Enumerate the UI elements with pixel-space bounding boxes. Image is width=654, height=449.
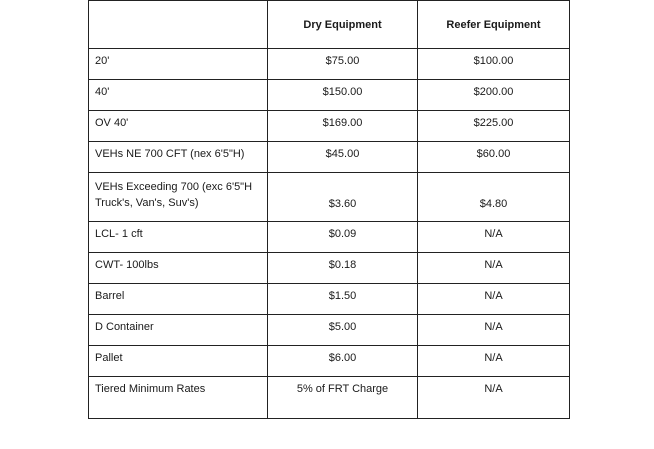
reefer-rate: N/A [418, 222, 570, 253]
table-row [89, 49, 570, 80]
row-label: CWT- 100lbs [89, 253, 268, 284]
table-row [89, 142, 570, 173]
header-row [89, 1, 570, 49]
dry-rate: $150.00 [268, 80, 418, 111]
header-cell-empty [89, 1, 268, 49]
dry-rate: $0.18 [268, 253, 418, 284]
reefer-rate: $60.00 [418, 142, 570, 173]
table-row [89, 253, 570, 284]
row-label: OV 40' [89, 111, 268, 142]
dry-rate: $169.00 [268, 111, 418, 142]
table-row [89, 111, 570, 142]
rates-table [88, 0, 570, 419]
reefer-rate: N/A [418, 377, 570, 419]
reefer-rate: N/A [418, 253, 570, 284]
row-label: VEHs Exceeding 700 (exc 6'5"H Truck's, Van's, Suv's) [89, 173, 268, 222]
table-row [89, 284, 570, 315]
row-label: Pallet [89, 346, 268, 377]
table-row [89, 315, 570, 346]
table-row [89, 80, 570, 111]
header-dry-equipment: Dry Equipment [268, 1, 418, 49]
row-label: Barrel [89, 284, 268, 315]
row-label: 20' [89, 49, 268, 80]
dry-rate: $6.00 [268, 346, 418, 377]
dry-rate: 5% of FRT Charge [268, 377, 418, 419]
row-label: 40' [89, 80, 268, 111]
dry-rate: $45.00 [268, 142, 418, 173]
row-label: LCL- 1 cft [89, 222, 268, 253]
dry-rate: $0.09 [268, 222, 418, 253]
reefer-rate: N/A [418, 284, 570, 315]
dry-rate: $75.00 [268, 49, 418, 80]
table-row [89, 346, 570, 377]
dry-rate: $1.50 [268, 284, 418, 315]
dry-rate: $5.00 [268, 315, 418, 346]
table-row [89, 173, 570, 222]
dry-rate: $3.60 [268, 173, 418, 222]
row-label: VEHs NE 700 CFT (nex 6'5"H) [89, 142, 268, 173]
table-row [89, 377, 570, 419]
reefer-rate: $200.00 [418, 80, 570, 111]
reefer-rate: $225.00 [418, 111, 570, 142]
row-label: Tiered Minimum Rates [89, 377, 268, 419]
reefer-rate: N/A [418, 346, 570, 377]
row-label: D Container [89, 315, 268, 346]
reefer-rate: N/A [418, 315, 570, 346]
reefer-rate: $4.80 [418, 173, 570, 222]
table-row [89, 222, 570, 253]
reefer-rate: $100.00 [418, 49, 570, 80]
header-reefer-equipment: Reefer Equipment [418, 1, 570, 49]
